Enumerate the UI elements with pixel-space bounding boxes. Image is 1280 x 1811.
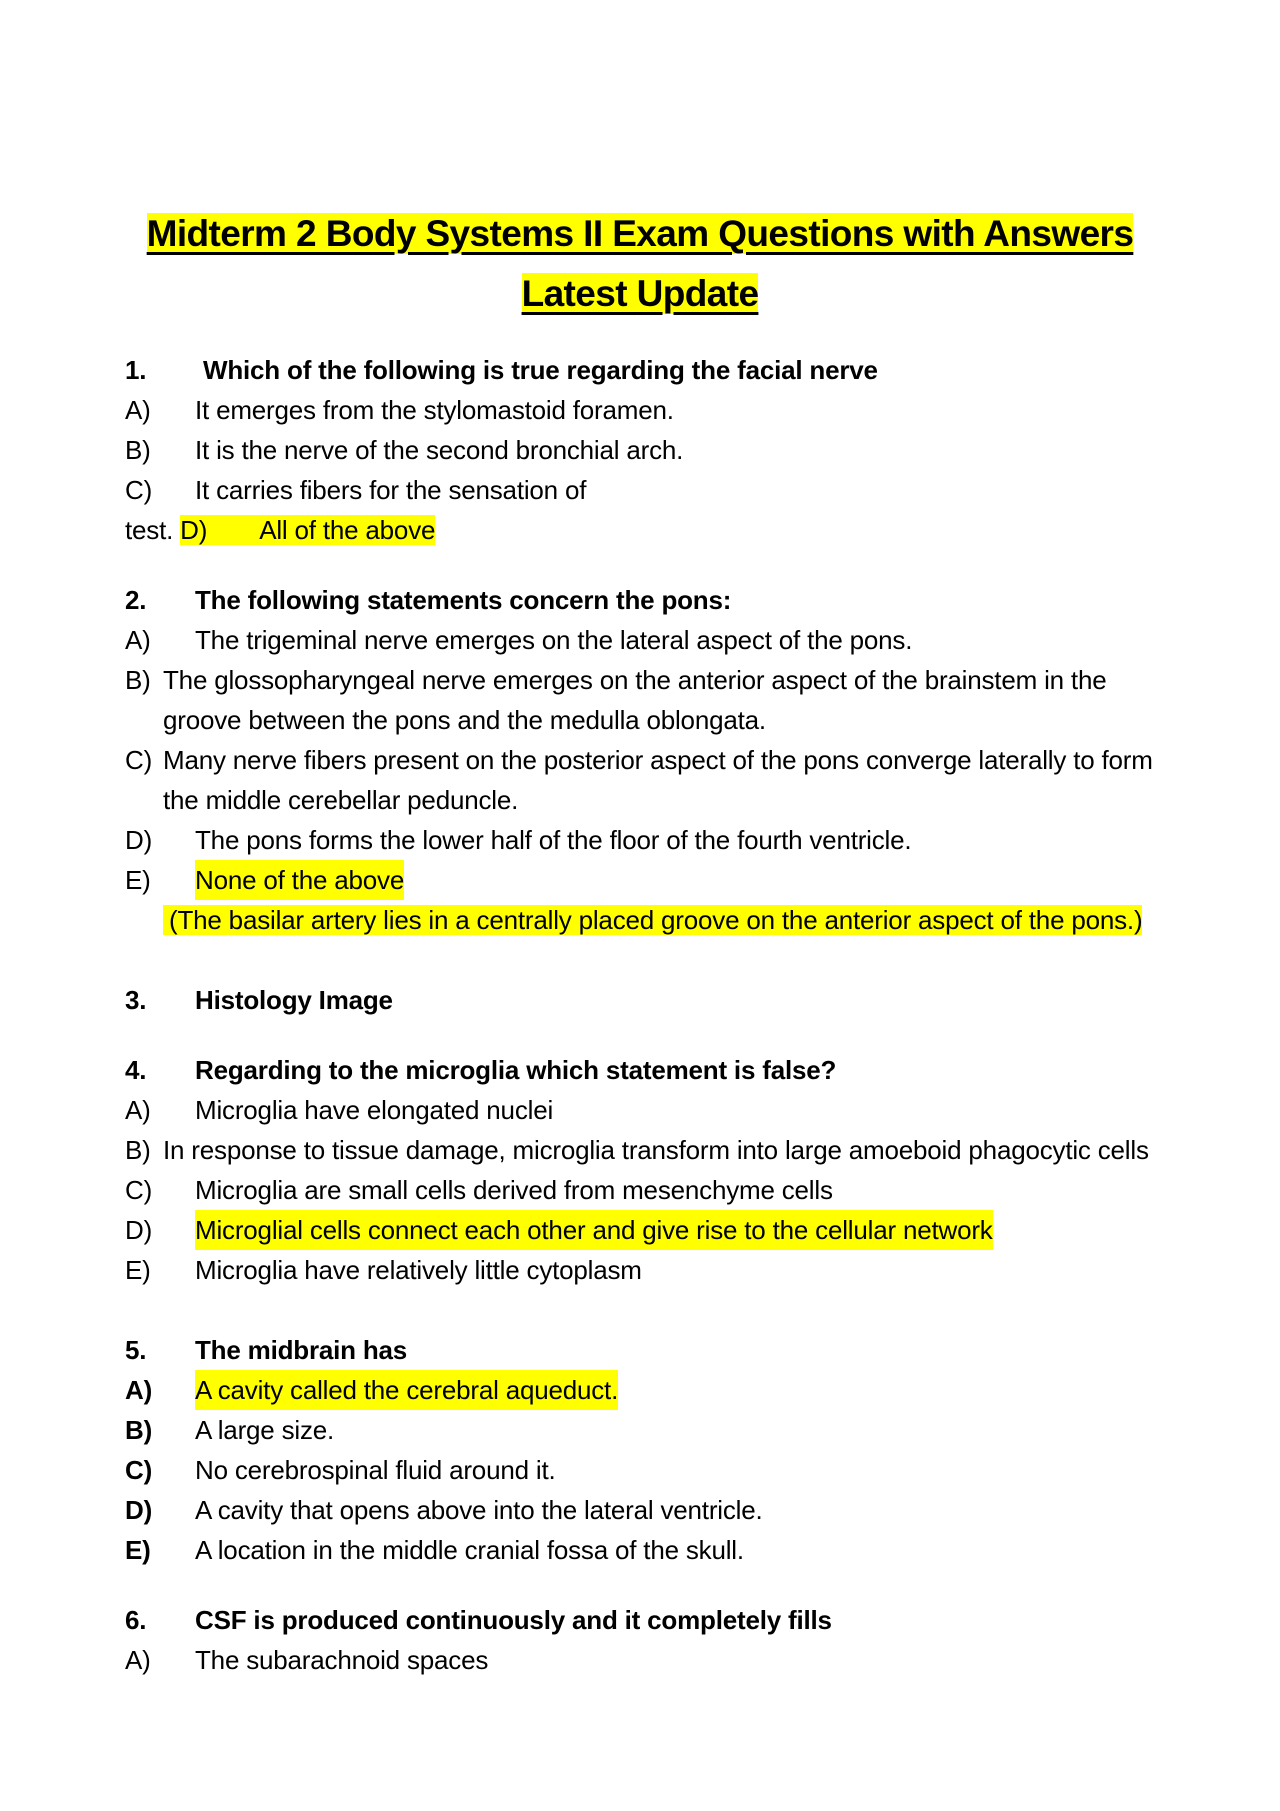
option-2a — [125, 620, 1165, 660]
option-label: A) — [125, 395, 151, 425]
option-label: B) — [125, 1415, 153, 1445]
question-text: Which of the following is true regarding the facial nerve — [203, 355, 878, 385]
option-label: E) — [125, 865, 151, 895]
option-1a — [125, 390, 1165, 430]
option-label: B) — [125, 435, 151, 465]
option-text: In response to tissue damage, microglia transform into large amoeboid phagocytic cells — [163, 1135, 1149, 1165]
option-5b — [125, 1410, 1165, 1450]
option-text: Microglia have relatively little cytoplasm — [195, 1255, 642, 1285]
question-2 — [125, 580, 1165, 620]
question-number: 5. — [125, 1335, 147, 1365]
option-label: D) — [180, 515, 208, 545]
option-label: A) — [125, 1375, 153, 1405]
option-text: A location in the middle cranial fossa of the skull. — [195, 1535, 744, 1565]
option-label: D) — [125, 825, 153, 855]
option-label: E) — [125, 1255, 151, 1285]
option-label: D) — [125, 1215, 153, 1245]
document-body — [125, 350, 1165, 1680]
option-1d — [125, 510, 1165, 550]
option-label: C) — [125, 1175, 153, 1205]
option-6a — [125, 1640, 1165, 1680]
option-text: It is the nerve of the second bronchial arch. — [195, 435, 684, 465]
option-label: C) — [125, 1455, 153, 1485]
option-text: The subarachnoid spaces — [195, 1645, 489, 1675]
option-text: A large size. — [195, 1415, 335, 1445]
option-label: C) — [125, 745, 153, 775]
question-1 — [125, 350, 1165, 390]
option-label: A) — [125, 1095, 151, 1125]
option-text: The glossopharyngeal nerve emerges on the anterior aspect of the brainstem in the groove between the pons and the medulla oblongata. — [163, 665, 1107, 735]
option-4a — [125, 1090, 1165, 1130]
option-text-correct: Microglial cells connect each other and give rise to the cellular network — [195, 1210, 993, 1250]
option-label: B) — [125, 665, 151, 695]
option-4b — [125, 1130, 1165, 1170]
question-text: The midbrain has — [195, 1335, 408, 1365]
correct-answer-highlight — [180, 515, 435, 545]
option-text-correct: None of the above — [195, 860, 404, 900]
question-number: 1. — [125, 355, 147, 385]
option-text: All of the above — [259, 515, 436, 545]
option-label: A) — [125, 625, 151, 655]
question-4 — [125, 1050, 1165, 1090]
question-number: 3. — [125, 985, 147, 1015]
option-5d — [125, 1490, 1165, 1530]
question-number: 2. — [125, 585, 147, 615]
document-title — [100, 204, 1180, 324]
answer-note — [125, 900, 1165, 940]
option-5a — [125, 1370, 1165, 1410]
question-number: 4. — [125, 1055, 147, 1085]
option-label: A) — [125, 1645, 151, 1675]
option-4d — [125, 1210, 1165, 1250]
option-text: The pons forms the lower half of the floor of the fourth ventricle. — [195, 825, 912, 855]
question-text: Histology Image — [195, 985, 393, 1015]
title-line-2: Latest Update — [521, 273, 759, 314]
question-text: Regarding to the microglia which statement is false? — [195, 1055, 837, 1085]
question-3 — [125, 980, 1165, 1020]
option-text: It emerges from the stylomastoid foramen. — [195, 395, 674, 425]
option-label: D) — [125, 1495, 153, 1525]
option-text-correct: A cavity called the cerebral aqueduct. — [195, 1370, 618, 1410]
option-4c — [125, 1170, 1165, 1210]
question-5 — [125, 1330, 1165, 1370]
option-text: Microglia have elongated nuclei — [195, 1095, 554, 1125]
option-text: The trigeminal nerve emerges on the lateral aspect of the pons. — [195, 625, 913, 655]
question-text: The following statements concern the pons: — [195, 585, 732, 615]
option-label: B) — [125, 1135, 151, 1165]
question-text: CSF is produced continuously and it completely fills — [195, 1605, 832, 1635]
option-4e — [125, 1250, 1165, 1290]
option-text: It carries fibers for the sensation of — [195, 475, 587, 505]
option-text: Microglia are small cells derived from mesenchyme cells — [195, 1175, 833, 1205]
option-5e — [125, 1530, 1165, 1570]
answer-note-text: (The basilar artery lies in a centrally placed groove on the anterior aspect of the pons.) — [163, 905, 1142, 935]
title-line-1: Midterm 2 Body Systems II Exam Questions with Answers — [146, 213, 1134, 254]
option-text: A cavity that opens above into the lateral ventricle. — [195, 1495, 763, 1525]
option-prefix: test. — [125, 515, 174, 545]
option-5c — [125, 1450, 1165, 1490]
option-2d — [125, 820, 1165, 860]
question-number: 6. — [125, 1605, 147, 1635]
option-1c — [125, 470, 1165, 510]
option-label: C) — [125, 475, 153, 505]
option-2e — [125, 860, 1165, 900]
option-1b — [125, 430, 1165, 470]
option-2c — [125, 740, 1165, 820]
question-6 — [125, 1600, 1165, 1640]
option-text: Many nerve fibers present on the posterior aspect of the pons converge laterally to form the middle cerebellar peduncle. — [163, 745, 1153, 815]
option-label: E) — [125, 1535, 151, 1565]
option-2b — [125, 660, 1165, 740]
option-text: No cerebrospinal fluid around it. — [195, 1455, 556, 1485]
